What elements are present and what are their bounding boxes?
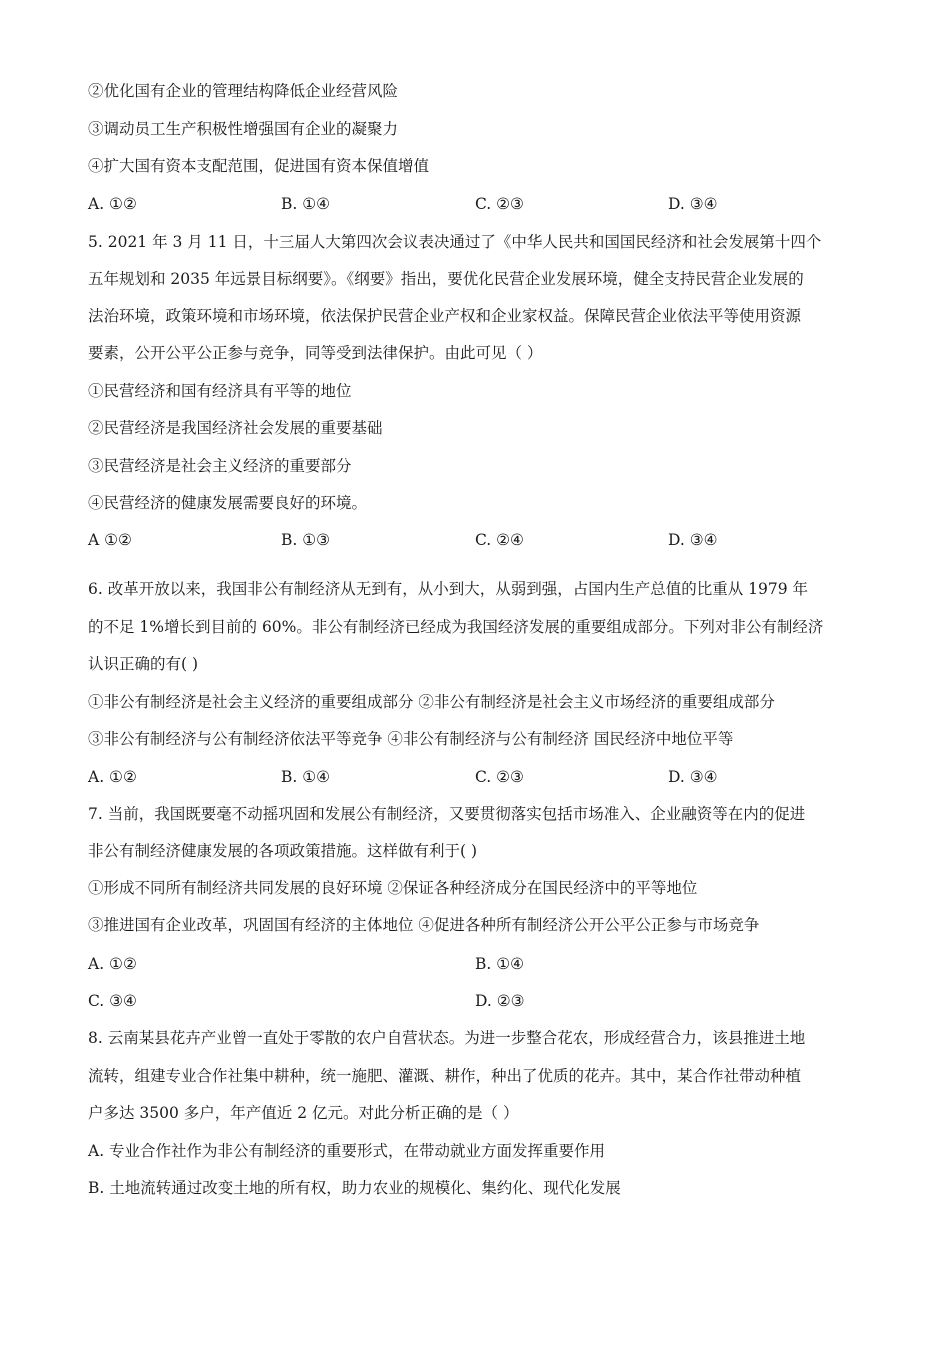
q7-stem-line: 7. 当前，我国既要毫不动摇巩固和发展公有制经济，又要贯彻落实包括市场准入、企业融资等在内的促进 — [88, 805, 806, 823]
q6-option-a: A. ①② — [88, 768, 137, 786]
q5-stem-line: 要素，公开公平公正参与竞争，同等受到法律保护。由此可见（ ） — [88, 344, 543, 362]
q5-option-b: B. ①③ — [281, 531, 331, 549]
q8-stem-line: 8. 云南某县花卉产业曾一直处于零散的农户自营状态。为进一步整合花农，形成经营合力，该县推进土地 — [88, 1029, 806, 1047]
q6-statement: ③非公有制经济与公有制经济依法平等竞争 ④非公有制经济与公有制经济 国民经济中地位平等 — [88, 730, 734, 748]
q5-statement: ③民营经济是社会主义经济的重要部分 — [88, 457, 352, 475]
q4-option-c: C. ②③ — [475, 195, 524, 213]
q6-option-b: B. ①④ — [281, 768, 331, 786]
q4-statement-2: ②优化国有企业的管理结构降低企业经营风险 — [88, 82, 399, 100]
q7-option-c: C. ③④ — [88, 992, 137, 1010]
q5-stem-line: 5. 2021 年 3 月 11 日，十三届人大第四次会议表决通过了《中华人民共和国国民经济和社会发展第十四个 — [88, 233, 822, 251]
q6-option-d: D. ③④ — [668, 768, 718, 786]
q5-statement: ②民营经济是我国经济社会发展的重要基础 — [88, 419, 383, 437]
q6-stem-line: 认识正确的有( ) — [88, 655, 199, 673]
q6-stem-line: 6. 改革开放以来，我国非公有制经济从无到有，从小到大，从弱到强，占国内生产总值的比重从 1979 年 — [88, 580, 809, 598]
q5-stem-line: 五年规划和 2035 年远景目标纲要》。《纲要》指出，要优化民营企业发展环境，健全支持民营企业发展的 — [88, 270, 804, 288]
q8-stem-line: 流转，组建专业合作社集中耕种，统一施肥、灌溉、耕作，种出了优质的花卉。其中，某合作社带动种植 — [88, 1067, 802, 1085]
q8-option-a: A. 专业合作社作为非公有制经济的重要形式，在带动就业方面发挥重要作用 — [88, 1142, 606, 1160]
q5-option-c: C. ②④ — [475, 531, 524, 549]
q7-statement: ③推进国有企业改革，巩固国有经济的主体地位 ④促进各种所有制经济公开公平公正参与市场竞争 — [88, 916, 760, 934]
q5-statement: ①民营经济和国有经济具有平等的地位 — [88, 382, 352, 400]
q6-stem-line: 的不足 1%增长到目前的 60%。非公有制经济已经成为我国经济发展的重要组成部分。下列对非公有制经济 — [88, 618, 824, 636]
q7-option-d: D. ②③ — [475, 992, 525, 1010]
q5-option-a: A ①② — [88, 531, 132, 549]
q6-statement: ①非公有制经济是社会主义经济的重要组成部分 ②非公有制经济是社会主义市场经济的重要组成部分 — [88, 693, 775, 711]
q4-statement-3: ③调动员工生产积极性增强国有企业的凝聚力 — [88, 120, 399, 138]
q7-stem-line: 非公有制经济健康发展的各项政策措施。这样做有利于( ) — [88, 842, 478, 860]
q8-option-b: B. 土地流转通过改变土地的所有权，助力农业的规模化、集约化、现代化发展 — [88, 1179, 621, 1197]
q7-option-a: A. ①② — [88, 955, 137, 973]
q8-stem-line: 户多达 3500 多户，年产值近 2 亿元。对此分析正确的是（ ） — [88, 1104, 519, 1122]
q4-option-a: A. ①② — [88, 195, 137, 213]
q7-option-b: B. ①④ — [475, 955, 525, 973]
q6-option-c: C. ②③ — [475, 768, 524, 786]
q5-stem-line: 法治环境，政策环境和市场环境，依法保护民营企业产权和企业家权益。保障民营企业依法平等使用资源 — [88, 307, 802, 325]
q5-option-d: D. ③④ — [668, 531, 718, 549]
q4-option-b: B. ①④ — [281, 195, 331, 213]
q7-statement: ①形成不同所有制经济共同发展的良好环境 ②保证各种经济成分在国民经济中的平等地位 — [88, 879, 698, 897]
q4-statement-4: ④扩大国有资本支配范围，促进国有资本保值增值 — [88, 157, 430, 175]
q4-option-d: D. ③④ — [668, 195, 718, 213]
q5-statement: ④民营经济的健康发展需要良好的环境。 — [88, 494, 368, 512]
